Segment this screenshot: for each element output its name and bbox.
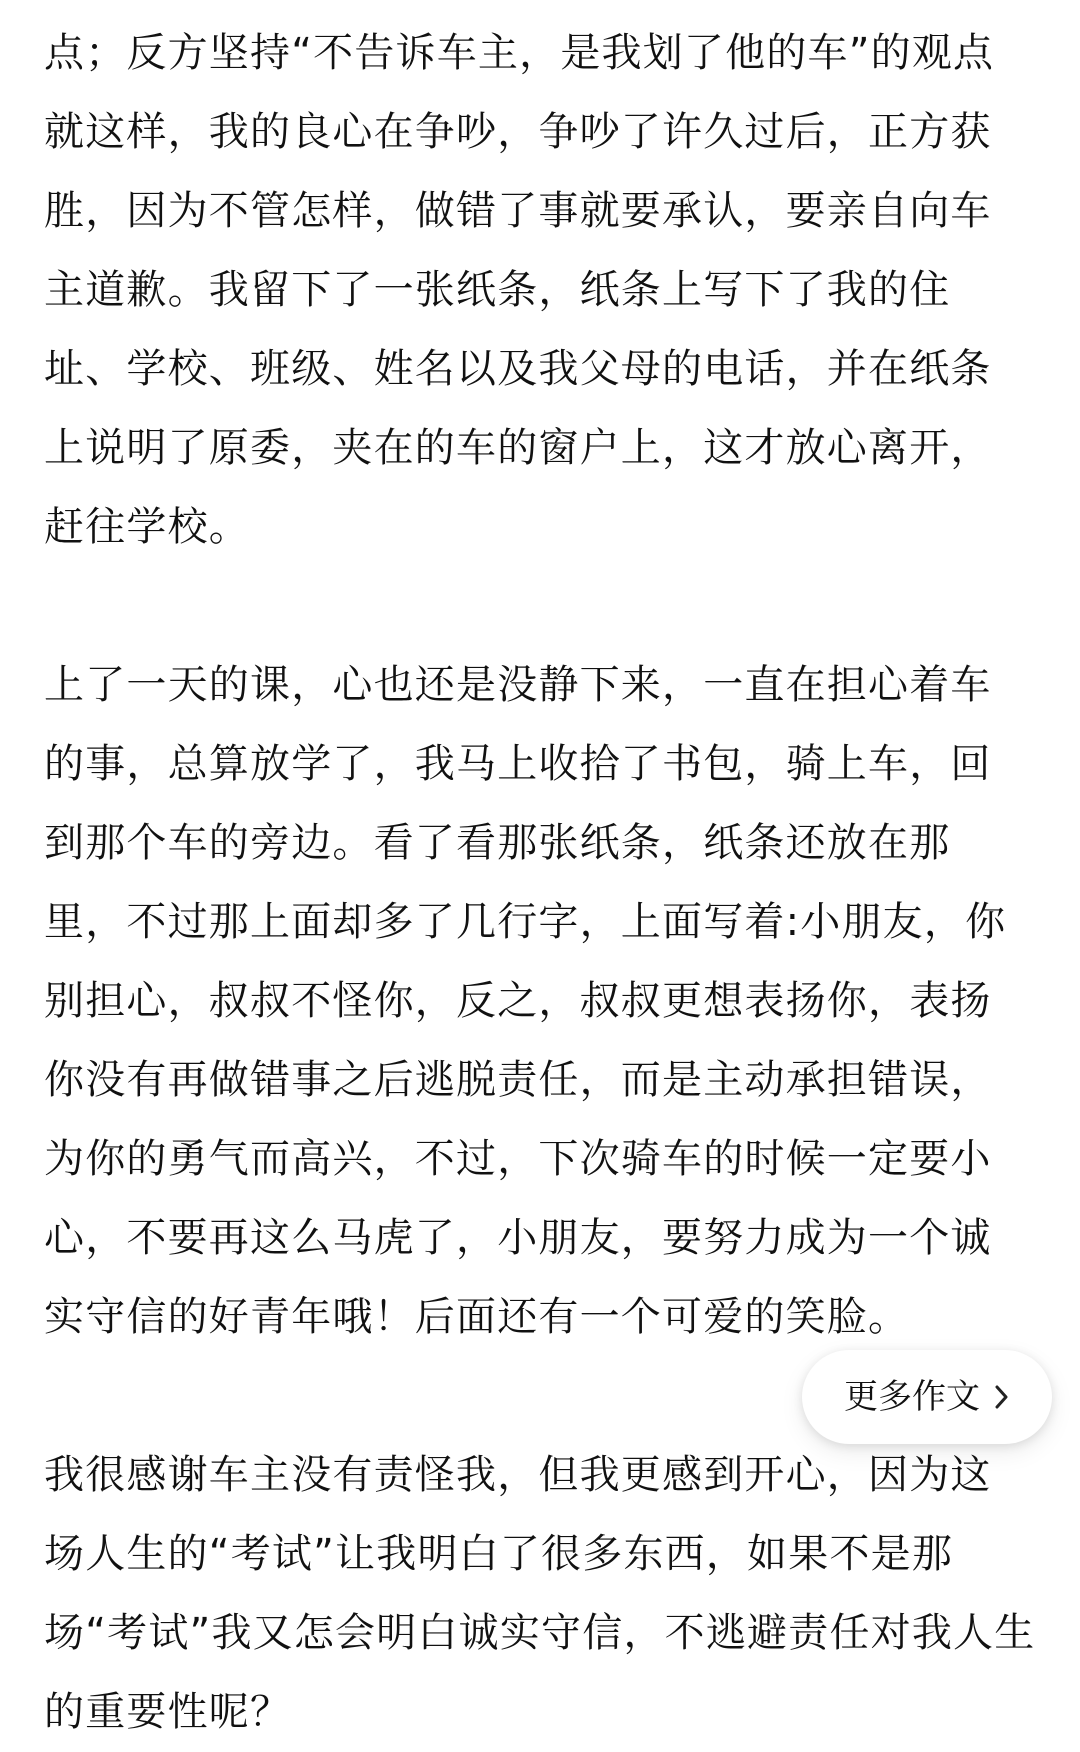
article-body xyxy=(44,14,1044,1752)
article-paragraph-2: 上了一天的课，心也还是没静下来，一直在担心着车 的事，总算放学了，我马上收拾了书包，骑上车，回 到那个车的旁边。看了看那张纸条，纸条还放在那 里，不过那上面却多了几行字，上面写着:小朋友，你 别担心，叔叔不怪你，反之，叔叔更想表扬你，表扬 你没有再做错事之后逃脱责任，而是主动承担错误， 为你的勇气而高兴，不过，下次骑车的时候一定要小 心，不要再这么马虎了，小朋友，要努力成为一个诚 实守信的好青年哦！后面还有一个可爱的笑脸。 xyxy=(44,662,1007,1340)
article-paragraph-1: 点；反方坚持“不告诉车主，是我划了他的车”的观点 就这样，我的良心在争吵，争吵了许久过后，正方获 胜，因为不管怎样，做错了事就要承认，要亲自向车 主道歉。我留下了一张纸条，纸条上写下了我的住 址、学校、班级、姓名以及我父母的电话，并在纸条 上说明了原委，夹在的车的窗户上，这才放心离开， 赶往学校。 xyxy=(44,30,995,550)
more-essays-label: 更多作文 xyxy=(844,1377,980,1417)
more-essays-button[interactable] xyxy=(802,1350,1052,1444)
chevron-right-icon xyxy=(994,1384,1010,1410)
article-paragraph-3: 我很感谢车主没有责怪我，但我更感到开心，因为这 场人生的“考试”让我明白了很多东西，如果不是那 场“考试”我又怎会明白诚实守信，不逃避责任对我人生 的重要性呢？ xyxy=(44,1452,1036,1735)
